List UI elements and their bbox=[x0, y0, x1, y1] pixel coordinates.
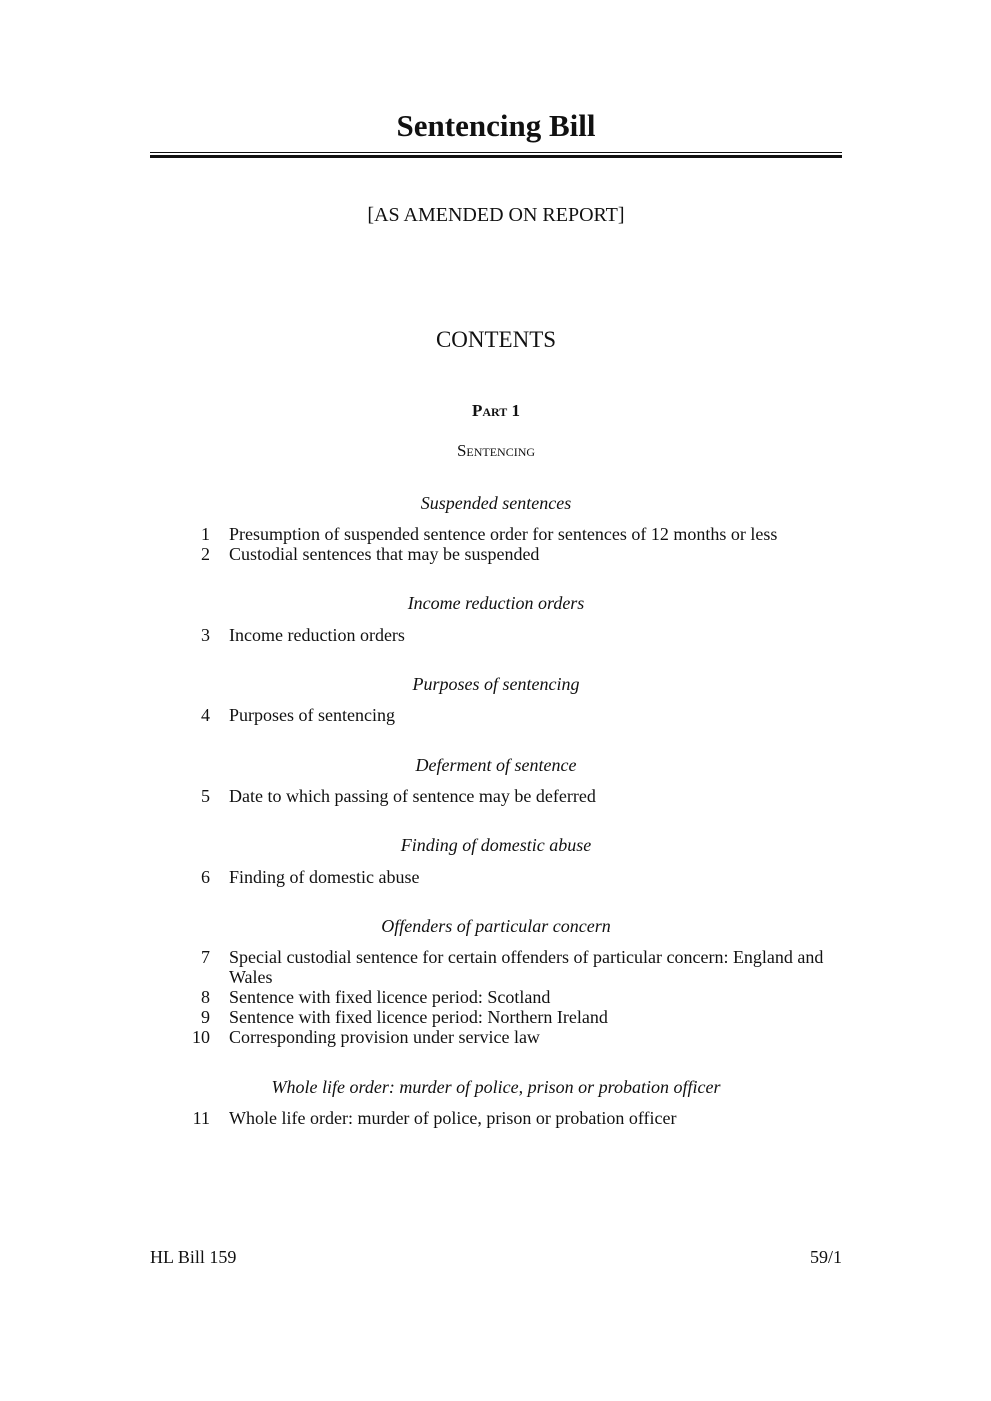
entry-text: Corresponding provision under service law bbox=[229, 1027, 540, 1047]
part-name: Sentencing bbox=[456, 441, 536, 460]
entry-text: Presumption of suspended sentence order for sentences of 12 months or less bbox=[229, 524, 778, 544]
document-page bbox=[150, 0, 842, 1401]
entry-text: Special custodial sentence for certain offenders of particular concern: England and Wales bbox=[229, 947, 824, 987]
entry-number: 1 bbox=[201, 524, 210, 544]
entry-text: Date to which passing of sentence may be deferred bbox=[229, 786, 596, 806]
entry-number: 2 bbox=[201, 544, 210, 564]
entry-number: 8 bbox=[201, 987, 210, 1007]
entry-text: Sentence with fixed licence period: Northern Ireland bbox=[229, 1007, 608, 1027]
entry-text: Purposes of sentencing bbox=[229, 705, 395, 725]
entry-number: 10 bbox=[192, 1027, 210, 1047]
section-heading: Income reduction orders bbox=[407, 593, 585, 613]
entry-number: 11 bbox=[192, 1108, 210, 1128]
title-rule-thin bbox=[150, 152, 842, 153]
entry-number: 5 bbox=[201, 786, 210, 806]
entry-text: Finding of domestic abuse bbox=[229, 867, 420, 887]
page-reference: 59/1 bbox=[809, 1247, 842, 1267]
entry-number: 9 bbox=[201, 1007, 210, 1027]
section-heading: Suspended sentences bbox=[420, 493, 572, 513]
entry-number: 3 bbox=[201, 625, 210, 645]
entry-number: 6 bbox=[201, 867, 210, 887]
section-heading: Offenders of particular concern bbox=[381, 916, 611, 936]
entry-text: Sentence with fixed licence period: Scotland bbox=[229, 987, 551, 1007]
entry-text: Custodial sentences that may be suspended bbox=[229, 544, 540, 564]
title-rule-thick bbox=[150, 155, 842, 158]
bill-number: HL Bill 159 bbox=[150, 1247, 237, 1267]
entry-number: 4 bbox=[201, 705, 210, 725]
part-label: Part 1 bbox=[471, 401, 521, 420]
entry-text: Whole life order: murder of police, prison or probation officer bbox=[229, 1108, 677, 1128]
entry-number: 7 bbox=[201, 947, 210, 967]
entry-text: Income reduction orders bbox=[229, 625, 405, 645]
bill-title: Sentencing Bill bbox=[396, 108, 596, 143]
section-heading: Finding of domestic abuse bbox=[400, 835, 592, 855]
section-heading: Whole life order: murder of police, prison or probation officer bbox=[271, 1077, 721, 1097]
contents-heading: CONTENTS bbox=[435, 327, 557, 352]
bill-status: [AS AMENDED ON REPORT] bbox=[367, 204, 625, 226]
section-heading: Deferment of sentence bbox=[415, 755, 577, 775]
section-heading: Purposes of sentencing bbox=[412, 674, 580, 694]
